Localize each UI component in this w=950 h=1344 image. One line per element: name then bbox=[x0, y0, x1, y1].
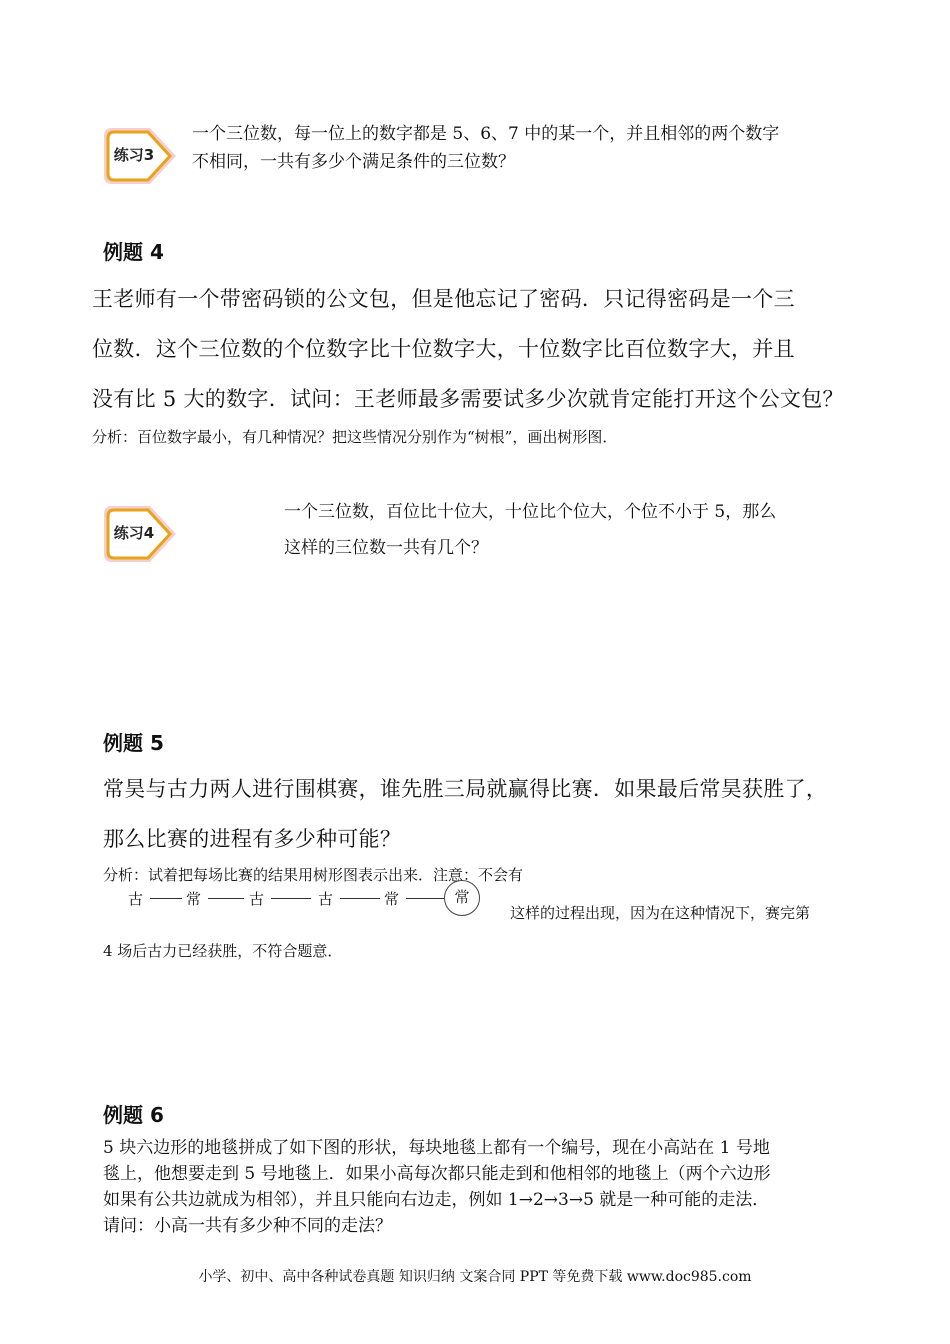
sequence-node: 古 bbox=[128, 890, 144, 908]
text-line: 常昊与古力两人进行围棋赛，谁先胜三局就赢得比赛．如果最后常昊获胜了， bbox=[103, 777, 828, 801]
sequence-node: 古 bbox=[249, 890, 265, 908]
example6-text bbox=[103, 1135, 771, 1239]
sequence-connector bbox=[150, 898, 182, 899]
example5-text bbox=[103, 764, 827, 864]
sequence-node: 常 bbox=[186, 890, 202, 908]
circled-node: 常 bbox=[444, 880, 480, 916]
text-line: 一个三位数，百位比十位大，十位比个位大，个位不小于 5，那么 bbox=[284, 502, 777, 522]
badge-label: 练习4 bbox=[113, 524, 155, 542]
example5-after-chain: 这样的过程出现，因为在这种情况下，赛完第 bbox=[510, 904, 811, 922]
practice4-text bbox=[284, 494, 776, 566]
sequence-connector bbox=[406, 898, 444, 899]
text-line: 请问：小高一共有多少种不同的走法？ bbox=[103, 1216, 392, 1236]
example4-heading: 例题 4 bbox=[103, 240, 164, 264]
example4-analysis: 分析：百位数字最小，有几种情况？把这些情况分别作为“树根”，画出树形图． bbox=[92, 428, 618, 446]
text-line: 位数．这个三位数的个位数字比十位数字大，十位数字比百位数字大，并且 bbox=[92, 337, 795, 361]
badge-label: 练习3 bbox=[113, 146, 155, 164]
text-line: 一个三位数，每一位上的数字都是 5、6、7 中的某一个，并且相邻的两个数字 bbox=[192, 124, 780, 144]
example6-heading: 例题 6 bbox=[103, 1103, 164, 1127]
text-line: 不相同，一共有多少个满足条件的三位数？ bbox=[192, 152, 515, 172]
practice-badge bbox=[100, 122, 182, 190]
text-line: 如果有公共边就成为相邻），并且只能向右边走，例如 1→2→3→5 就是一种可能的走法． bbox=[103, 1190, 770, 1210]
sequence-connector bbox=[208, 898, 244, 899]
practice3-text bbox=[192, 120, 779, 176]
text-line: 这样的三位数一共有几个？ bbox=[284, 538, 488, 558]
text-line: 没有比 5 大的数字．试问：王老师最多需要试多少次就肯定能打开这个公文包？ bbox=[92, 387, 844, 411]
sequence-connector bbox=[340, 898, 380, 899]
page-footer: 小学、初中、高中各种试卷真题 知识归纳 文案合同 PPT 等免费下载 www.doc985.com bbox=[198, 1269, 752, 1285]
example5-line-end: 4 场后古力已经获胜，不符合题意． bbox=[103, 942, 343, 960]
example4-text bbox=[92, 274, 844, 424]
text-line: 5 块六边形的地毯拼成了如下图的形状，每块地毯上都有一个编号，现在小高站在 1 号地 bbox=[103, 1138, 770, 1158]
sequence-node: 古 bbox=[318, 890, 334, 908]
sequence-connector bbox=[271, 898, 311, 899]
example5-analysis: 分析：试着把每场比赛的结果用树形图表示出来．注意：不会有 bbox=[103, 866, 524, 884]
sequence-node: 常 bbox=[384, 890, 400, 908]
text-line: 王老师有一个带密码锁的公文包，但是他忘记了密码．只记得密码是一个三 bbox=[92, 287, 795, 311]
practice-badge bbox=[100, 500, 182, 568]
text-line: 毯上，他想要走到 5 号地毯上．如果小高每次都只能走到和他相邻的地毯上（两个六边形 bbox=[103, 1164, 771, 1184]
text-line: 那么比赛的进程有多少种可能？ bbox=[103, 827, 402, 851]
example5-heading: 例题 5 bbox=[103, 731, 164, 755]
